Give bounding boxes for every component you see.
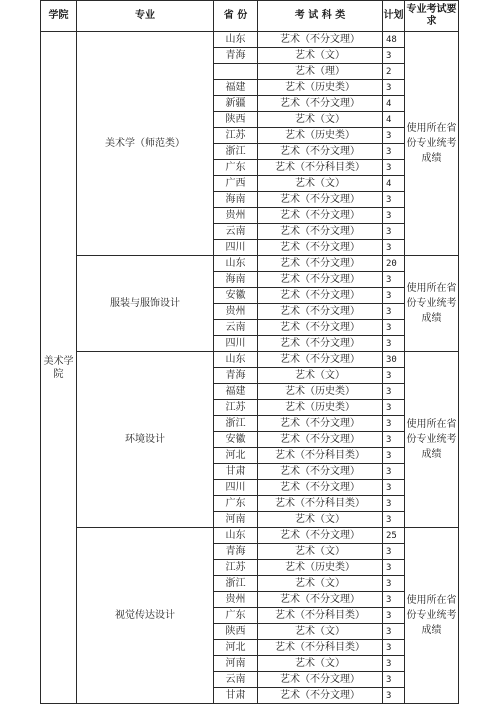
province-cell: 广西 [214, 176, 258, 192]
header-college: 学院 [41, 1, 77, 32]
plan-cell: 3 [383, 576, 405, 592]
subject-cell: 艺术（不分文理） [258, 464, 383, 480]
plan-cell: 3 [383, 336, 405, 352]
subject-cell: 艺术（不分文理） [258, 688, 383, 704]
subject-cell: 艺术（不分科目类） [258, 608, 383, 624]
header-requirement: 专业考试要求 [405, 1, 459, 32]
province-cell: 江苏 [214, 128, 258, 144]
plan-cell: 48 [383, 32, 405, 48]
plan-cell: 3 [383, 496, 405, 512]
plan-cell: 3 [383, 384, 405, 400]
province-cell: 江苏 [214, 400, 258, 416]
subject-cell: 艺术（理） [258, 64, 383, 80]
plan-cell: 3 [383, 432, 405, 448]
province-cell: 四川 [214, 336, 258, 352]
plan-cell: 3 [383, 608, 405, 624]
plan-cell: 3 [383, 128, 405, 144]
subject-cell: 艺术（不分文理） [258, 320, 383, 336]
province-cell: 云南 [214, 224, 258, 240]
plan-cell: 3 [383, 624, 405, 640]
plan-cell: 3 [383, 304, 405, 320]
header-major: 专业 [77, 1, 214, 32]
plan-cell: 20 [383, 256, 405, 272]
subject-cell: 艺术（历史类） [258, 80, 383, 96]
province-cell: 海南 [214, 192, 258, 208]
plan-cell: 25 [383, 528, 405, 544]
header-subject: 考 试 科 类 [258, 1, 383, 32]
province-cell: 安徽 [214, 432, 258, 448]
plan-cell: 3 [383, 448, 405, 464]
subject-cell: 艺术（历史类） [258, 560, 383, 576]
province-cell: 福建 [214, 80, 258, 96]
subject-cell: 艺术（不分文理） [258, 352, 383, 368]
plan-cell: 3 [383, 464, 405, 480]
province-cell: 广东 [214, 160, 258, 176]
province-cell: 云南 [214, 320, 258, 336]
plan-cell: 2 [383, 64, 405, 80]
province-cell: 青海 [214, 544, 258, 560]
plan-cell: 3 [383, 224, 405, 240]
province-cell: 贵州 [214, 208, 258, 224]
subject-cell: 艺术（不分科目类） [258, 160, 383, 176]
province-cell: 浙江 [214, 576, 258, 592]
table-row [41, 528, 459, 544]
province-cell: 广东 [214, 496, 258, 512]
major-cell: 美术学（师范类） [77, 32, 214, 256]
subject-cell: 艺术（不分科目类） [258, 496, 383, 512]
subject-cell: 艺术（文） [258, 512, 383, 528]
subject-cell: 艺术（不分文理） [258, 528, 383, 544]
plan-cell: 3 [383, 80, 405, 96]
subject-cell: 艺术（不分文理） [258, 208, 383, 224]
plan-cell: 4 [383, 176, 405, 192]
province-cell: 浙江 [214, 144, 258, 160]
subject-cell: 艺术（不分文理） [258, 224, 383, 240]
province-cell: 甘肃 [214, 464, 258, 480]
plan-cell: 3 [383, 640, 405, 656]
enrollment-plan-table [40, 0, 459, 704]
province-cell: 广东 [214, 608, 258, 624]
table-row [41, 32, 459, 48]
plan-cell: 3 [383, 400, 405, 416]
subject-cell: 艺术（不分文理） [258, 288, 383, 304]
plan-cell: 3 [383, 192, 405, 208]
subject-cell: 艺术（不分文理） [258, 192, 383, 208]
major-cell: 环境设计 [77, 352, 214, 528]
header-row [41, 1, 459, 32]
plan-cell: 3 [383, 592, 405, 608]
subject-cell: 艺术（不分文理） [258, 592, 383, 608]
province-cell: 甘肃 [214, 688, 258, 704]
province-cell: 山东 [214, 352, 258, 368]
subject-cell: 艺术（不分文理） [258, 432, 383, 448]
table-row [41, 256, 459, 272]
header-plan: 计划 [383, 1, 405, 32]
requirement-cell: 使用所在省份专业统考成绩 [405, 528, 459, 704]
subject-cell: 艺术（不分文理） [258, 256, 383, 272]
province-cell: 四川 [214, 480, 258, 496]
subject-cell: 艺术（文） [258, 176, 383, 192]
province-cell: 四川 [214, 240, 258, 256]
plan-cell: 3 [383, 480, 405, 496]
subject-cell: 艺术（不分文理） [258, 336, 383, 352]
plan-cell: 3 [383, 240, 405, 256]
province-cell: 青海 [214, 368, 258, 384]
province-cell: 青海 [214, 48, 258, 64]
subject-cell: 艺术（文） [258, 48, 383, 64]
plan-cell: 3 [383, 144, 405, 160]
plan-cell: 3 [383, 544, 405, 560]
subject-cell: 艺术（历史类） [258, 384, 383, 400]
plan-cell: 3 [383, 368, 405, 384]
plan-cell: 3 [383, 560, 405, 576]
province-cell: 云南 [214, 672, 258, 688]
major-cell: 服装与服饰设计 [77, 256, 214, 352]
province-cell: 福建 [214, 384, 258, 400]
subject-cell: 艺术（文） [258, 368, 383, 384]
subject-cell: 艺术（文） [258, 576, 383, 592]
subject-cell: 艺术（不分文理） [258, 144, 383, 160]
subject-cell: 艺术（历史类） [258, 400, 383, 416]
subject-cell: 艺术（不分文理） [258, 272, 383, 288]
province-cell: 河北 [214, 448, 258, 464]
plan-cell: 3 [383, 672, 405, 688]
province-cell: 江苏 [214, 560, 258, 576]
plan-cell: 3 [383, 656, 405, 672]
province-cell: 浙江 [214, 416, 258, 432]
subject-cell: 艺术（不分文理） [258, 304, 383, 320]
subject-cell: 艺术（文） [258, 544, 383, 560]
subject-cell: 艺术（不分科目类） [258, 448, 383, 464]
plan-cell: 3 [383, 288, 405, 304]
province-cell: 贵州 [214, 592, 258, 608]
plan-cell: 3 [383, 272, 405, 288]
province-cell: 贵州 [214, 304, 258, 320]
subject-cell: 艺术（不分文理） [258, 672, 383, 688]
plan-cell: 4 [383, 112, 405, 128]
subject-cell: 艺术（不分文理） [258, 416, 383, 432]
subject-cell: 艺术（文） [258, 656, 383, 672]
province-cell: 新疆 [214, 96, 258, 112]
header-province: 省 份 [214, 1, 258, 32]
province-cell: 陕西 [214, 112, 258, 128]
requirement-cell: 使用所在省份专业统考成绩 [405, 352, 459, 528]
plan-cell: 4 [383, 96, 405, 112]
plan-cell: 30 [383, 352, 405, 368]
province-cell: 陕西 [214, 624, 258, 640]
subject-cell: 艺术（文） [258, 624, 383, 640]
table-row [41, 352, 459, 368]
province-cell: 河北 [214, 640, 258, 656]
plan-cell: 3 [383, 320, 405, 336]
subject-cell: 艺术（历史类） [258, 128, 383, 144]
subject-cell: 艺术（不分文理） [258, 96, 383, 112]
plan-cell: 3 [383, 48, 405, 64]
province-cell: 山东 [214, 528, 258, 544]
province-cell: 安徽 [214, 288, 258, 304]
province-cell: 河南 [214, 656, 258, 672]
plan-cell: 3 [383, 688, 405, 704]
subject-cell: 艺术（不分科目类） [258, 640, 383, 656]
requirement-cell: 使用所在省份专业统考成绩 [405, 32, 459, 256]
province-cell: 河南 [214, 512, 258, 528]
subject-cell: 艺术（不分文理） [258, 32, 383, 48]
subject-cell: 艺术（文） [258, 112, 383, 128]
requirement-cell: 使用所在省份专业统考成绩 [405, 256, 459, 352]
plan-cell: 3 [383, 160, 405, 176]
province-cell: 山东 [214, 256, 258, 272]
province-cell: 海南 [214, 272, 258, 288]
plan-cell: 3 [383, 512, 405, 528]
table-body [41, 32, 459, 704]
subject-cell: 艺术（不分文理） [258, 480, 383, 496]
province-cell: 山东 [214, 32, 258, 48]
enrollment-plan-table-container [40, 0, 459, 704]
plan-cell: 3 [383, 208, 405, 224]
college-cell: 美术学院 [41, 32, 77, 704]
major-cell: 视觉传达设计 [77, 528, 214, 704]
plan-cell: 3 [383, 416, 405, 432]
province-cell [214, 64, 258, 80]
subject-cell: 艺术（不分文理） [258, 240, 383, 256]
